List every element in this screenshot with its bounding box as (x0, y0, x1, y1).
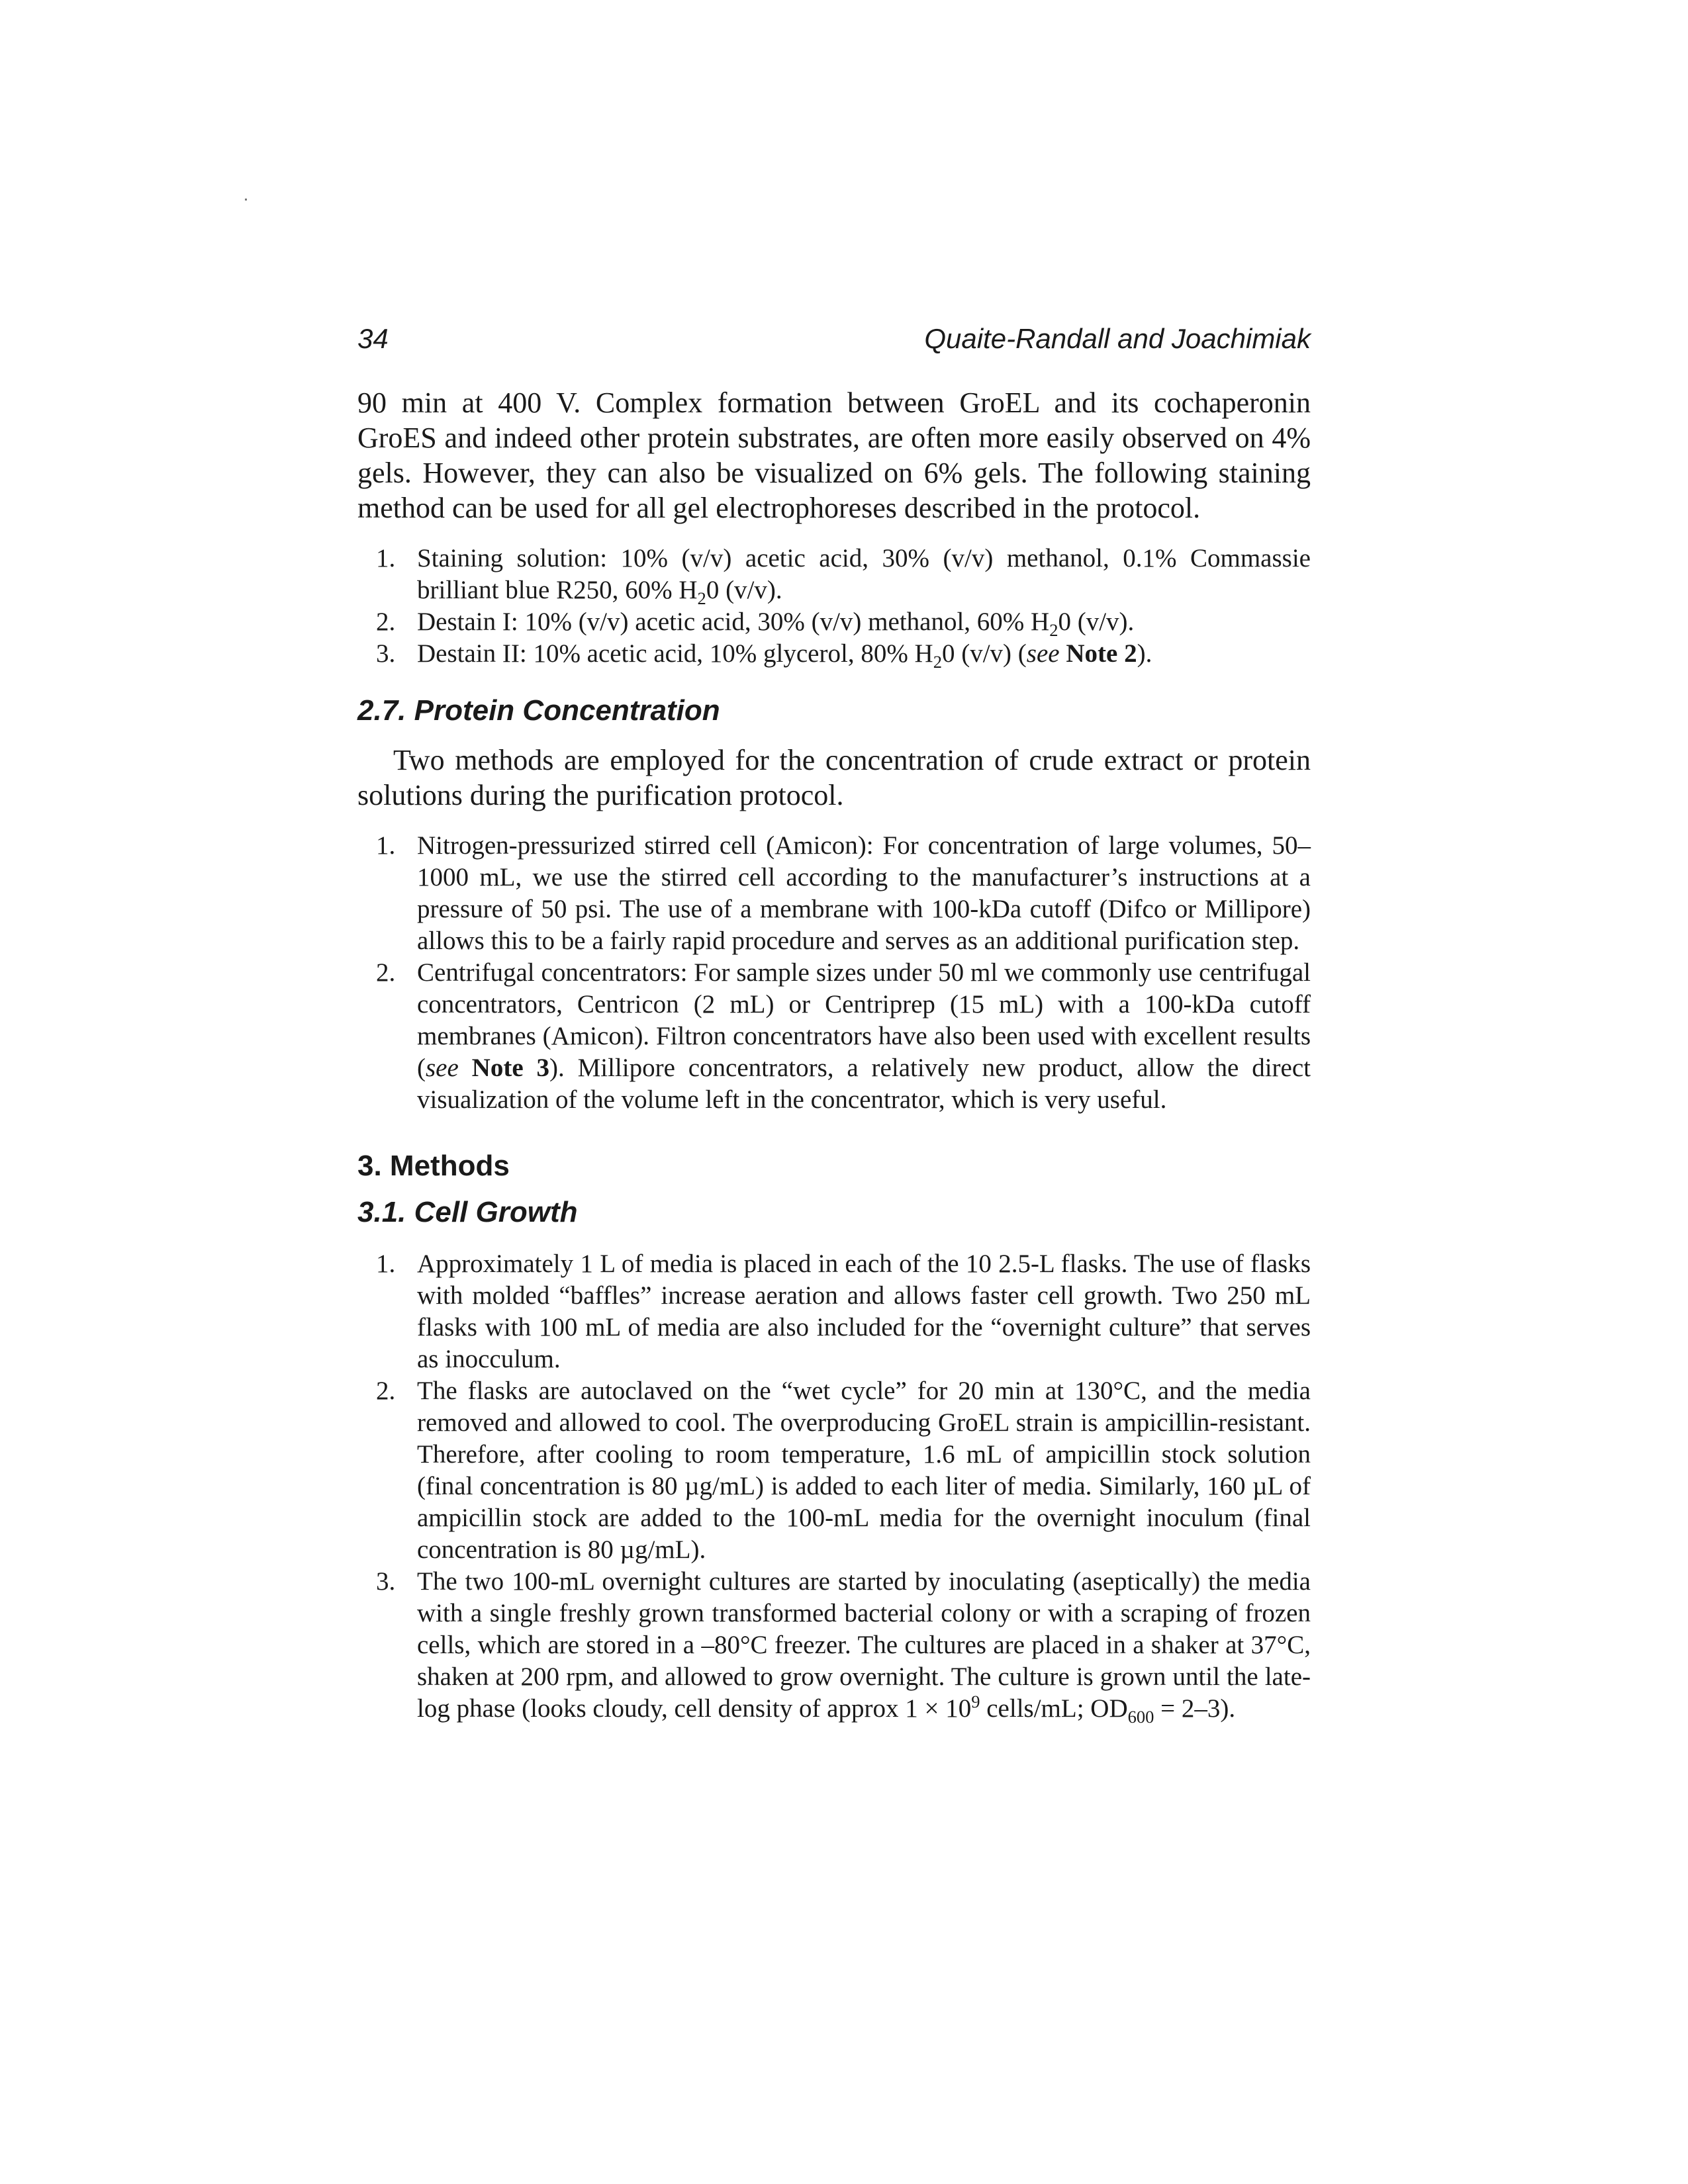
list-text: The two 100-mL overnight cultures are started by inoculating (aseptically) the media with a single freshly grown transformed bacterial colony or with a scraping of frozen cells, which are stored in a –80°C freezer. The cultures are placed in a shaker at 37°C, shaken at 200 rpm, and allowed to grow overnight. The culture is grown until the late-log phase (looks cloudy, cell density of approx 1 × 10 (417, 1567, 1311, 1723)
list-text: The flasks are autoclaved on the “wet cycle” for 20 min at 130°C, and the media removed and allowed to cool. The overproducing GroEL strain is ampicillin-resistant. Therefore, after cooling to room temperature, 1.6 mL of ampicillin stock solution (final concentration is 80 µg/mL) is added to each liter of media. Similarly, 160 µL of ampicillin stock are added to the 100-mL media for the overnight inoculum (final concentration is 80 µg/mL). (417, 1377, 1311, 1564)
superscript: 9 (971, 1692, 980, 1711)
list-number: 2. (376, 958, 396, 987)
see-ref: see (1026, 639, 1060, 668)
list-text-end: 0 (v/v). (706, 576, 782, 604)
running-title: Quaite-Randall and Joachimiak (924, 323, 1311, 354)
subscript: 2 (697, 588, 706, 608)
concentration-paragraph: Two methods are employed for the concentration of crude extract or protein solutions during the purification protocol. (357, 744, 1311, 811)
list-text-end: 0 (v/v). (1058, 608, 1135, 636)
list-text: Staining solution: 10% (v/v) acetic acid, 30% (v/v) methanol, 0.1% Commassie brilliant blue R250, 60% H (417, 544, 1311, 604)
list-number: 1. (376, 544, 396, 572)
intro-paragraph: 90 min at 400 V. Complex formation between GroEL and its cochaperonin GroES and indeed other protein substrates, are often more easily observed on 4% gels. However, they can also be visualized on 6% gels. The following staining method can be used for all gel electrophoreses described in the protocol. (357, 387, 1311, 524)
list-item (357, 1566, 1311, 1725)
list-text-mid: cells/mL; OD (980, 1694, 1128, 1723)
section-heading-2-7: 2.7. Protein Concentration (357, 694, 720, 727)
list-item (357, 543, 1311, 606)
page-content (357, 385, 1311, 1725)
subscript: 2 (933, 651, 942, 672)
list-item (357, 1375, 1311, 1566)
cell-growth-list (357, 1248, 1311, 1725)
list-item (357, 606, 1311, 638)
staining-list (357, 543, 1311, 670)
section-heading-3: 3. Methods (357, 1150, 510, 1182)
list-number: 2. (376, 1377, 396, 1405)
list-item (357, 830, 1311, 957)
list-text-end: ). (1137, 639, 1152, 668)
subscript: 2 (1049, 619, 1058, 640)
see-ref: see (426, 1054, 459, 1082)
list-item (357, 638, 1311, 670)
list-number: 2. (376, 608, 396, 636)
scan-speck (245, 199, 247, 201)
list-text: Nitrogen-pressurized stirred cell (Amicon): For concentration of large volumes, 50–1000 mL, we use the stirred cell according to the manufacturer’s instructions at a pressure of 50 psi. The use of a membrane with 100-kDa cutoff (Difco or Millipore) allows this to be a fairly rapid procedure and serves as an additional purification step. (417, 831, 1311, 955)
list-item (357, 1248, 1311, 1375)
list-text-mid: 0 (v/v) ( (941, 639, 1027, 668)
list-text-end: = 2–3). (1154, 1694, 1236, 1723)
section-heading-3-1: 3.1. Cell Growth (357, 1196, 578, 1228)
list-text: Approximately 1 L of media is placed in each of the 10 2.5-L flasks. The use of flasks with molded “baffles” increase aeration and allows faster cell growth. Two 250 mL flasks with 100 mL of media are also included for the “overnight culture” that serves as inocculum. (417, 1250, 1311, 1373)
running-header (357, 323, 1311, 363)
list-item (357, 957, 1311, 1116)
note-ref: Note 3 (471, 1054, 549, 1082)
subscript: 600 (1127, 1706, 1154, 1727)
concentration-list (357, 830, 1311, 1116)
list-text: Centrifugal concentrators: For sample sizes under 50 ml we commonly use centrifugal concentrators, Centricon (2 mL) or Centriprep (15 mL) with a 100-kDa cutoff membranes (Amicon). Filtron concentrators have also been used with excellent results ( (417, 958, 1311, 1082)
note-ref: Note 2 (1066, 639, 1137, 668)
list-text: Destain II: 10% acetic acid, 10% glycerol, 80% H (417, 639, 933, 668)
list-number: 1. (376, 831, 396, 860)
list-text-end: ). Millipore concentrators, a relatively new product, allow the direct visualization of the volume left in the concentrator, which is very useful. (417, 1054, 1311, 1114)
list-number: 3. (376, 1567, 396, 1596)
list-number: 3. (376, 639, 396, 668)
list-number: 1. (376, 1250, 396, 1278)
page-number: 34 (357, 323, 389, 354)
list-text: Destain I: 10% (v/v) acetic acid, 30% (v/v) methanol, 60% H (417, 608, 1050, 636)
